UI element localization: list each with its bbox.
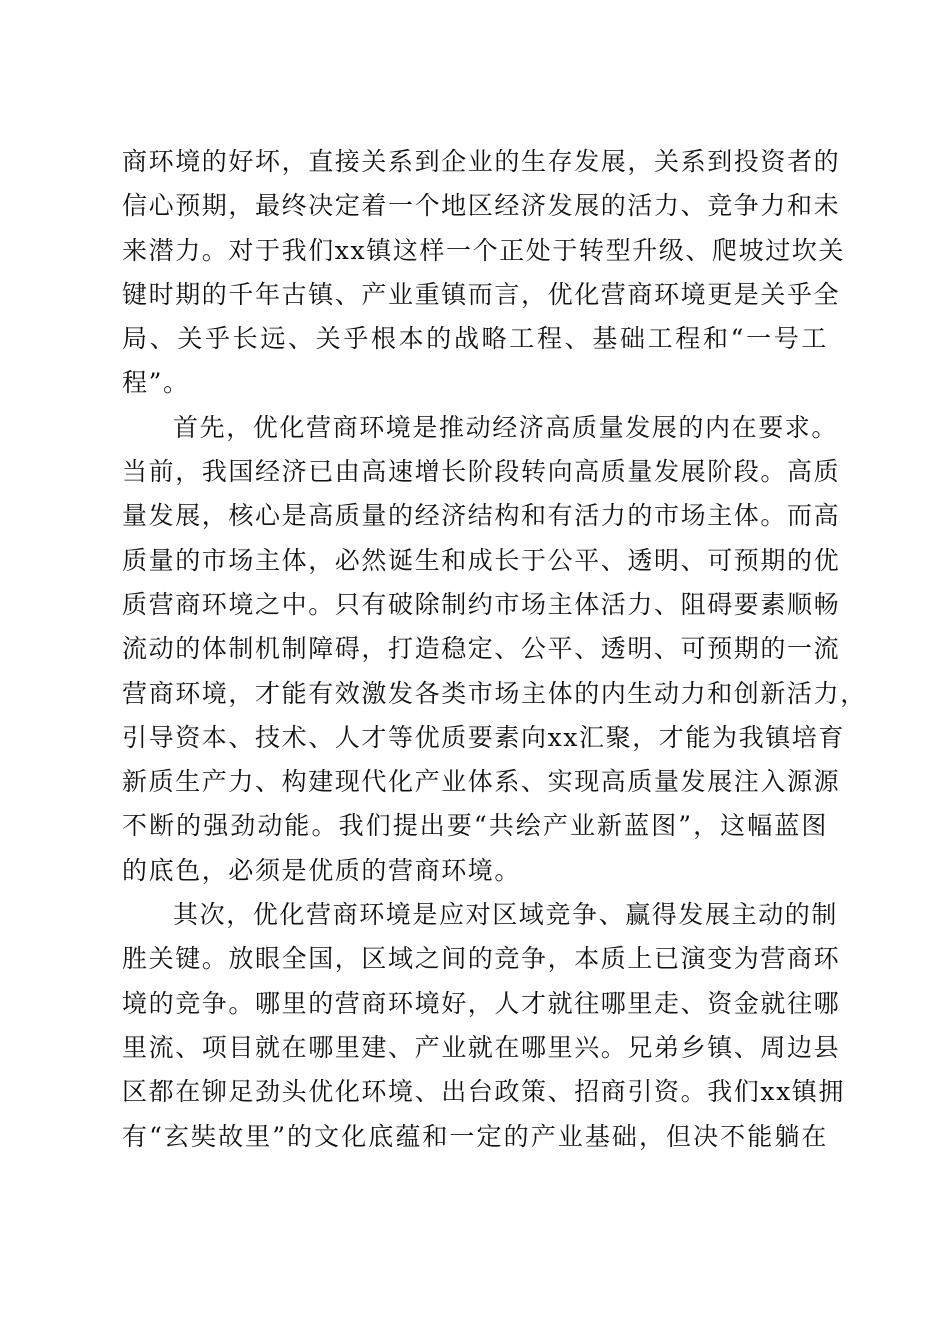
text-line: 局、关乎长远、关乎根本的战略工程、基础工程和“一号工 [122,324,828,354]
text-line: 信心预期，最终决定着一个地区经济发展的活力、竞争力和未 [122,191,841,221]
text-line: 的底色，必须是优质的营商环境。 [122,855,522,885]
text-line: 区都在铆足劲头优化环境、出台政策、招商引资。我们xx镇拥 [122,1077,846,1107]
text-line: 商环境的好坏，直接关系到企业的生存发展，关系到投资者的 [122,147,841,176]
body-text [122,140,867,1159]
text-line: 境的竞争。哪里的营商环境好，人才就往哪里走、资金就往哪 [122,988,841,1018]
text-line: 新质生产力、构建现代化产业体系、实现高质量发展注入源源 [122,767,841,797]
text-line: 引导资本、技术、人才等优质要素向xx汇聚，才能为我镇培育 [122,722,846,752]
text-line: 不断的强劲动能。我们提出要“共绘产业新蓝图”，这幅蓝图 [122,811,828,841]
text-line: 键时期的千年古镇、产业重镇而言，优化营商环境更是关乎全 [122,279,841,309]
text-line: 里流、项目就在哪里建、产业就在哪里兴。兄弟乡镇、周边县 [122,1032,841,1062]
text-line: 来潜力。对于我们xx镇这样一个正处于转型升级、爬坡过坎关 [122,235,846,265]
text-line: 当前，我国经济已由高速增长阶段转向高质量发展阶段。高质 [122,457,841,487]
text-line: 量发展，核心是高质量的经济结构和有活力的市场主体。而高 [122,501,841,531]
text-line: 营商环境，才能有效激发各类市场主体的内生动力和创新活力， [122,678,867,708]
paragraph-first-line: 其次，优化营商环境是应对区域竞争、赢得发展主动的制 [173,900,839,930]
paragraph-first-line: 首先，优化营商环境是推动经济高质量发展的内在要求。 [173,412,839,442]
text-line: 有“玄奘故里”的文化底蕴和一定的产业基础，但决不能躺在 [122,1121,828,1151]
text-line: 流动的体制机制障碍，打造稳定、公平、透明、可预期的一流 [122,634,841,664]
text-line: 质营商环境之中。只有破除制约市场主体活力、阻碍要素顺畅 [122,589,841,619]
text-line: 质量的市场主体，必然诞生和成长于公平、透明、可预期的优 [122,545,841,575]
text-line: 程”。 [122,368,190,398]
text-line: 胜关键。放眼全国，区域之间的竞争，本质上已演变为营商环 [122,944,841,974]
